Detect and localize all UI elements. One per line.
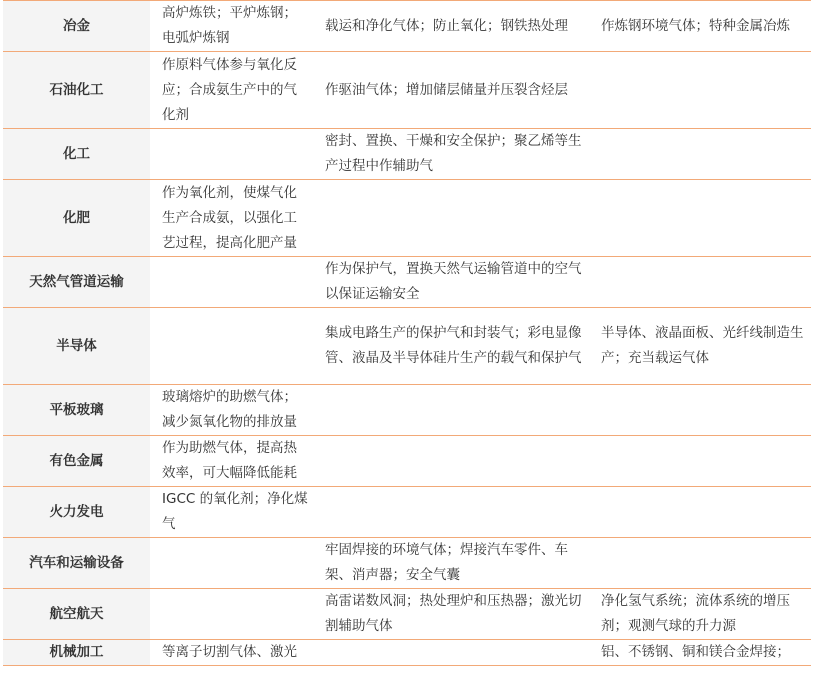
nitrogen-application-cell — [315, 487, 589, 538]
industry-cell: 火力发电 — [3, 487, 150, 538]
industry-cell: 半导体 — [3, 308, 150, 385]
oxygen-application-cell: 作为助燃气体，提高热效率，可大幅降低能耗 — [162, 440, 297, 481]
argon-application-cell: 半导体、液晶面板、光纤线制造生产；充当载运气体 — [601, 325, 804, 366]
industry-cell: 有色金属 — [3, 436, 150, 487]
oxygen-application-cell: 作原料气体参与氧化反应；合成氨生产中的气化剂 — [162, 56, 297, 123]
table-row — [3, 1, 811, 52]
table-row — [3, 180, 811, 257]
oxygen-application-cell: 等离子切割气体、激光 — [162, 644, 297, 660]
nitrogen-application-cell — [315, 436, 589, 487]
industry-cell: 天然气管道运输 — [3, 257, 150, 308]
oxygen-application-cell — [150, 257, 315, 308]
industry-cell: 机械加工 — [3, 640, 150, 666]
argon-application-cell — [589, 257, 811, 308]
argon-application-cell — [589, 52, 811, 129]
nitrogen-application-cell — [315, 385, 589, 436]
nitrogen-application-cell: 载运和净化气体；防止氧化；钢铁热处理 — [325, 17, 568, 34]
nitrogen-application-cell: 高雷诺数风洞；热处理炉和压热器；激光切割辅助气体 — [325, 593, 582, 634]
table-row — [3, 487, 811, 538]
argon-application-cell — [589, 487, 811, 538]
table-row — [3, 308, 811, 385]
argon-application-cell — [589, 385, 811, 436]
nitrogen-application-cell: 牢固焊接的环境气体；焊接汽车零件、车架、消声器；安全气囊 — [325, 542, 568, 583]
oxygen-application-cell: IGCC 的氧化剂；净化煤气 — [162, 491, 308, 532]
nitrogen-application-cell: 密封、置换、干燥和安全保护；聚乙烯等生产过程中作辅助气 — [325, 133, 582, 174]
industry-cell: 化肥 — [3, 180, 150, 257]
table-row — [3, 129, 811, 180]
nitrogen-application-cell: 作驱油气体；增加储层储量并压裂含烃层 — [325, 81, 568, 98]
oxygen-application-cell — [150, 538, 315, 589]
oxygen-application-cell: 作为氧化剂，使煤气化生产合成氨，以强化工艺过程，提高化肥产量 — [162, 184, 297, 251]
oxygen-application-cell — [150, 589, 315, 640]
argon-application-cell — [589, 180, 811, 257]
table-row — [3, 436, 811, 487]
table-row — [3, 538, 811, 589]
industry-gas-table — [3, 0, 811, 666]
oxygen-application-cell — [150, 129, 315, 180]
argon-application-cell: 净化氢气系统；流体系统的增压剂；观测气球的升力源 — [601, 593, 790, 634]
industry-cell: 汽车和运输设备 — [3, 538, 150, 589]
argon-application-cell: 铝、不锈钢、铜和镁合金焊接； — [601, 644, 790, 660]
oxygen-application-cell: 高炉炼铁；平炉炼钢；电弧炉炼钢 — [162, 5, 297, 46]
argon-application-cell — [589, 436, 811, 487]
industry-cell: 化工 — [3, 129, 150, 180]
table-row — [3, 385, 811, 436]
industry-cell: 平板玻璃 — [3, 385, 150, 436]
nitrogen-application-cell — [315, 640, 589, 666]
industry-cell: 冶金 — [3, 1, 150, 52]
table-row — [3, 52, 811, 129]
nitrogen-application-cell: 作为保护气，置换天然气运输管道中的空气以保证运输安全 — [325, 261, 582, 302]
nitrogen-application-cell: 集成电路生产的保护气和封装气；彩电显像管、液晶及半导体硅片生产的载气和保护气 — [325, 325, 582, 366]
nitrogen-application-cell — [315, 180, 589, 257]
argon-application-cell — [589, 538, 811, 589]
oxygen-application-cell — [150, 308, 315, 385]
industry-cell: 航空航天 — [3, 589, 150, 640]
table-row — [3, 640, 811, 666]
argon-application-cell: 作炼钢环境气体；特种金属冶炼 — [601, 17, 790, 34]
oxygen-application-cell: 玻璃熔炉的助燃气体；减少氮氧化物的排放量 — [162, 389, 297, 430]
argon-application-cell — [589, 129, 811, 180]
table-row — [3, 589, 811, 640]
industry-cell: 石油化工 — [3, 52, 150, 129]
table-row — [3, 257, 811, 308]
